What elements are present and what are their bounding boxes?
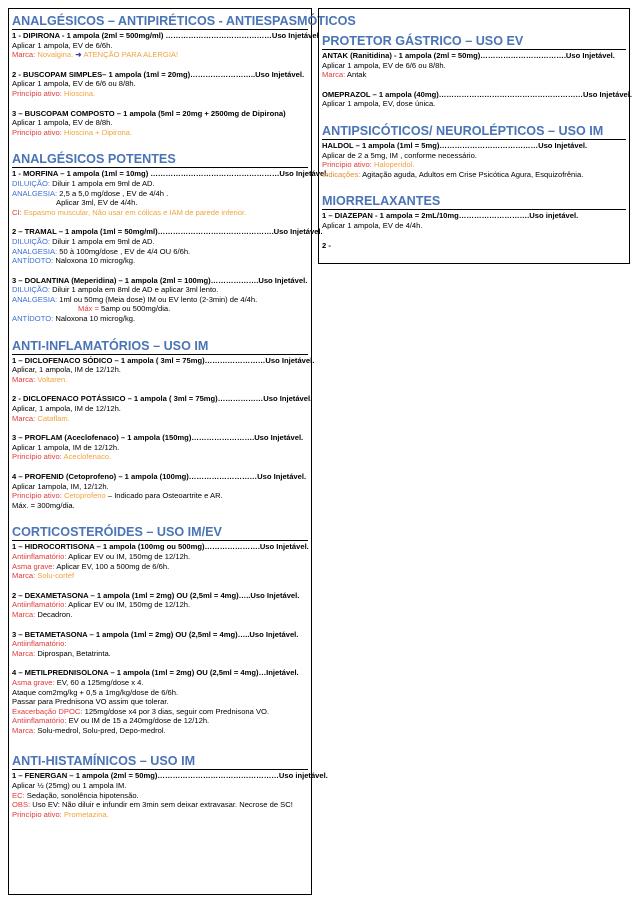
entry-line: Aplicar 1ampola, IM, 12/12h. xyxy=(12,481,109,491)
section-title-miorrelaxantes: MIORRELAXANTES xyxy=(322,193,626,210)
brand-label: Marca: xyxy=(12,374,36,384)
brand-value: Solu-cortef xyxy=(37,571,75,581)
inline-label: ANALGESIA: xyxy=(12,294,58,304)
inline-label: DILUIÇÃO: xyxy=(12,178,50,188)
entry-line: Asma grave: EV, 60 a 125mg/dose x 4. xyxy=(12,677,144,687)
brand-value: Novalgina. xyxy=(37,50,74,60)
active-label: Princípio ativo: xyxy=(322,160,372,170)
entry-header: 1 - MORFINA – 1 ampola (1ml = 10mg) ……………………………………………Uso Injetável. xyxy=(12,169,329,179)
entry-line-active xyxy=(12,89,308,99)
entry-line-active xyxy=(12,810,308,820)
active-label: Princípio ativo: xyxy=(12,452,62,462)
entry-hidrocortisona xyxy=(12,542,308,580)
entry-line: Marca: Diprospan, Betatrinta. xyxy=(12,648,111,658)
inline-label: Marca: xyxy=(12,725,36,735)
entry-header: 1 – HIDROCORTISONA – 1 ampola (100mg ou 500mg)………………….Uso Injetável. xyxy=(12,542,309,552)
entry-header: 3 – BETAMETASONA – 1 ampola (1ml = 2mg) OU (2,5ml = 4mg)…..Uso Injetável. xyxy=(12,629,299,639)
active-value: Cetoprofeno xyxy=(63,491,106,501)
entry-line: ANALGESIA: 1ml ou 50mg (Meia dose) IM ou EV lento (2-3min) de 4/4h. xyxy=(12,294,258,304)
entry-fenergan xyxy=(12,771,328,819)
entry-header: 1 - DIPIRONA - 1 ampola (2ml = 500mg/ml) ……………………………………Uso Injetável xyxy=(12,31,319,40)
entry-header: 2 - BUSCOPAM SIMPLES– 1 ampola (1ml = 20mg)……………………..Uso Injetável. xyxy=(12,69,305,79)
entry-proflam xyxy=(12,433,308,462)
inline-label: ANTÍDOTO: xyxy=(12,314,54,324)
active-value: Haloperidol. xyxy=(373,160,415,170)
section-title-analgesicos-potentes: ANALGÉSICOS POTENTES xyxy=(12,151,308,168)
entry-line xyxy=(12,639,308,649)
entry-line: Marca: Solu-medrol, Solu-pred, Depo-medrol. xyxy=(12,725,166,735)
entry-tramal xyxy=(12,227,323,266)
section-title-analgesicos: ANALGÉSICOS – ANTIPIRÉTICOS - ANTIESPASMÓTICOS xyxy=(12,14,356,28)
inline-label: Indicações: xyxy=(322,169,361,179)
entry-header: 2 – TRAMAL – 1 ampola (1ml = 50mg/ml)……………………………………….Uso Injetável. xyxy=(12,227,323,237)
brand-label: Marca: xyxy=(12,413,36,423)
inline-label: Marca: xyxy=(12,648,36,658)
entry-line: Antiinflamatório: EV ou IM de 15 a 240mg/dose de 12/12h. xyxy=(12,716,210,726)
entry-header: 1 – FENERGAN – 1 ampola (2ml = 50mg)…………………………………………Uso injetável. xyxy=(12,771,328,781)
entry-line: Aplicar, 1 ampola, IM de 12/12h. xyxy=(12,404,121,414)
entry-line: Máx. = 300mg/dia. xyxy=(12,500,75,510)
entry-line: Antiinflamatório: Aplicar EV ou IM, 150mg de 12/12h. xyxy=(12,551,191,561)
entry-header: 3 – PROFLAM (Aceclofenaco) – 1 ampola (150mg)…………………….Uso Injetável. xyxy=(12,433,304,443)
entry-metilprednisolona xyxy=(12,668,308,735)
entry-line: Aplicar 1 ampola, EV de 6/6 ou 8/8h. xyxy=(12,79,136,89)
entry-dolantina xyxy=(12,276,308,324)
entry-antak xyxy=(322,51,626,80)
inline-label: ANALGESIA: xyxy=(12,246,58,256)
entry-line: ANALGESIA: 2,5 a 5,0 mg/dose , EV de 4/4h . xyxy=(12,188,169,198)
entry-line: Aplicar 1 ampola, EV de 6/6 ou 8/8h. xyxy=(322,60,446,70)
inline-label: ANALGESIA: xyxy=(12,188,58,198)
active-value: Hioscina + Dipirona. xyxy=(63,127,133,137)
entry-morfina xyxy=(12,169,329,217)
section-title-antipsicoticos: ANTIPSICÓTICOS/ NEUROLÉPTICOS – USO IM xyxy=(322,123,626,140)
entry-header: ANTAK (Ranitidina) - 1 ampola (2ml = 50mg)…………………………….Uso Injetável. xyxy=(322,51,615,60)
inline-label: Asma grave: xyxy=(12,677,55,687)
entry-line: Aplicar 1 ampola, IM de 12/12h. xyxy=(12,442,120,452)
active-value: Hioscina. xyxy=(63,88,96,98)
active-tail: – Indicado para Osteoartrite e AR. xyxy=(107,491,223,501)
inline-label: ANTÍDOTO: xyxy=(12,256,54,266)
inline-label: Antiinflamatório: xyxy=(12,639,67,649)
entry-line: DILUIÇÃO: Diluir 1 ampola em 8ml de AD e aplicar 3ml lento. xyxy=(12,285,219,295)
active-label: Princípio ativo: xyxy=(12,88,62,98)
entry-line: EC: Sedação, sonolência hipotensão. xyxy=(12,790,139,800)
entry-line: Aplicar, 1 ampola, IM de 12/12h. xyxy=(12,365,121,375)
entry-dexametasona xyxy=(12,591,308,620)
entry-line: Indicações: Agitação aguda, Adultos em Crise Psicótica Agura, Esquizofrênia. xyxy=(322,169,584,179)
entry-line: Ataque com2mg/kg + 0,5 a 1mg/kg/dose de 6/6h. xyxy=(12,687,179,697)
entry-header: 1 – DICLOFENACO SÓDICO – 1 ampola ( 3ml = 75mg)……………………Uso Injetável. xyxy=(12,355,315,365)
entry-line: ANTÍDOTO: Naloxona 10 microg/kg. xyxy=(12,256,136,266)
entry-header: 3 – BUSCOPAM COMPOSTO – 1 ampola (5ml = 20mg + 2500mg de Dipirona) xyxy=(12,108,286,118)
entry-line: DILUIÇÃO: Diluir 1 ampola em 9ml de AD. xyxy=(12,236,155,246)
inline-label: DILUIÇÃO: xyxy=(12,285,50,295)
entry-header: HALDOL – 1 ampola (1ml = 5mg)…………………………………Uso Injetável. xyxy=(322,140,588,150)
entry-line-active xyxy=(12,491,308,501)
inline-label: Máx = xyxy=(78,304,99,314)
entry-line: DILUIÇÃO: Diluir 1 ampola em 9ml de AD. xyxy=(12,178,155,188)
entry-item-2 xyxy=(322,241,626,251)
inline-label: Antiinflamatório: xyxy=(12,600,67,610)
warning-text: ATENÇÃO PARA ALERGIA! xyxy=(83,50,179,60)
entry-header: OMEPRAZOL – 1 ampola (40mg)…………………………………………………Uso Injetável. xyxy=(322,89,632,99)
entry-header: 4 – PROFENID (Cetoprofeno) – 1 ampola (100mg)………………………Uso Injetável. xyxy=(12,472,307,481)
entry-line: Aplicar 1 ampola, EV de 6/6h. xyxy=(12,40,113,50)
inline-label: OBS: xyxy=(12,800,31,810)
inline-label: Marca: xyxy=(322,70,346,80)
entry-line: Marca: Antak xyxy=(322,70,367,80)
active-label: Princípio ativo: xyxy=(12,809,62,819)
entry-line-brand xyxy=(12,571,308,581)
entry-line: Aplicar de 2 a 5mg, IM , conforme necessário. xyxy=(322,150,477,160)
entry-header: 2 – DEXAMETASONA – 1 ampola (1ml = 2mg) OU (2,5ml = 4mg)…..Uso Injetável. xyxy=(12,590,300,600)
entry-diazepan xyxy=(322,211,626,230)
section-title-protetor-gastrico: PROTETOR GÁSTRICO – USO EV xyxy=(322,33,626,50)
entry-line: Máx = 5amp ou 500mg/dia. xyxy=(78,304,171,314)
entry-line: OBS: Uso EV: Não diluir e infundir em 3min sem deixar extravasar. Necrose de SC! xyxy=(12,800,293,810)
brand-label: Marca: xyxy=(12,50,36,60)
inline-label: Asma grave: xyxy=(12,561,55,571)
active-value: Prometazina. xyxy=(63,809,109,819)
inline-label: DILUIÇÃO: xyxy=(12,236,50,246)
entry-omeprazol xyxy=(322,89,632,109)
brand-value: Cataflam. xyxy=(37,413,70,423)
inline-label: EC: xyxy=(12,790,25,800)
section-title-corticosteroides: CORTICOSTERÓIDES – USO IM/EV xyxy=(12,524,308,541)
entry-line: Aplicar 3ml, EV de 4/4h. xyxy=(56,198,138,208)
entry-line: Aplicar 1 ampola, EV, dose única. xyxy=(322,99,436,109)
inline-label: Exacerbação DPOC: xyxy=(12,706,83,716)
entry-betametasona xyxy=(12,630,308,659)
brand-value: Voltaren. xyxy=(37,374,68,384)
entry-line: ANTÍDOTO: Naloxona 10 microg/kg. xyxy=(12,314,136,324)
entry-line: Exacerbação DPOC: 125mg/dose x4 por 3 dias, seguir com Prednisona VO. xyxy=(12,706,270,716)
entry-buscopam-composto xyxy=(12,109,308,138)
entry-line: Aplicar 1 ampola, EV de 8/8h. xyxy=(12,118,113,128)
entry-line-ci: CI: Espasmo muscular, Não usar em cólicas e IAM de parede inferior. xyxy=(12,207,247,217)
entry-line: Marca: Decadron. xyxy=(12,609,73,619)
entry-header: 2 - DICLOFENACO POTÁSSICO – 1 ampola ( 3ml = 75mg)………………Uso Injetável. xyxy=(12,394,313,404)
inline-label: CI: xyxy=(12,207,22,217)
entry-header: 3 – DOLANTINA (Meperidina) – 1 ampola (2ml = 100mg)……………….Uso Injetável. xyxy=(12,275,308,285)
active-label: Princípio ativo: xyxy=(12,127,62,137)
section-title-anti-inflamatorios: ANTI-INFLAMATÓRIOS – USO IM xyxy=(12,338,308,355)
entry-profenid xyxy=(12,472,308,510)
brand-label: Marca: xyxy=(12,571,36,581)
entry-line-active xyxy=(12,452,308,462)
entry-diclofenaco-sodico xyxy=(12,355,315,385)
entry-header: 4 – METILPREDNISOLONA – 1 ampola (1ml = 2mg) OU (2,5ml = 4mg)…Injetável. xyxy=(12,668,299,678)
active-value: Aceclofenaco. xyxy=(63,452,112,462)
entry-dipirona xyxy=(12,31,319,60)
active-label: Princípio ativo: xyxy=(12,491,62,501)
entry-line-active xyxy=(322,160,626,170)
entry-line-active xyxy=(12,128,308,138)
entry-line: Antiinflamatório: Aplicar EV ou IM, 150mg de 12/12h. xyxy=(12,600,191,610)
entry-line: Aplicar 1 ampola, EV de 4/4h. xyxy=(322,220,423,230)
entry-line: Asma grave: Aplicar EV, 100 a 500mg de 6/6h. xyxy=(12,561,170,571)
right-column xyxy=(318,8,630,264)
entry-haldol xyxy=(322,141,626,179)
entry-line: Passar para Prednisona VO assim que tolerar. xyxy=(12,697,169,707)
inline-label: Antiinflamatório: xyxy=(12,716,67,726)
entry-line: ANALGESIA: 50 à 100mg/dose , EV de 4/4 OU 6/6h. xyxy=(12,246,191,256)
inline-label: Marca: xyxy=(12,609,36,619)
entry-header: 2 - xyxy=(322,240,331,250)
entry-line-brand xyxy=(12,50,308,60)
inline-label: Antiinflamatório: xyxy=(12,551,67,561)
entry-line: Aplicar ½ (25mg) ou 1 ampola IM. xyxy=(12,781,127,791)
section-title-anti-histaminicos: ANTI-HISTAMÍNICOS – USO IM xyxy=(12,753,308,770)
arrow-icon: ➜ xyxy=(75,50,82,60)
entry-header: 1 – DIAZEPAN - 1 ampola = 2mL/10mg……………………….Uso injetável. xyxy=(322,211,579,221)
entry-buscopam-simples xyxy=(12,70,308,99)
entry-line-brand xyxy=(12,375,308,385)
entry-line-brand xyxy=(12,414,308,424)
entry-diclofenaco-potassico xyxy=(12,394,313,423)
